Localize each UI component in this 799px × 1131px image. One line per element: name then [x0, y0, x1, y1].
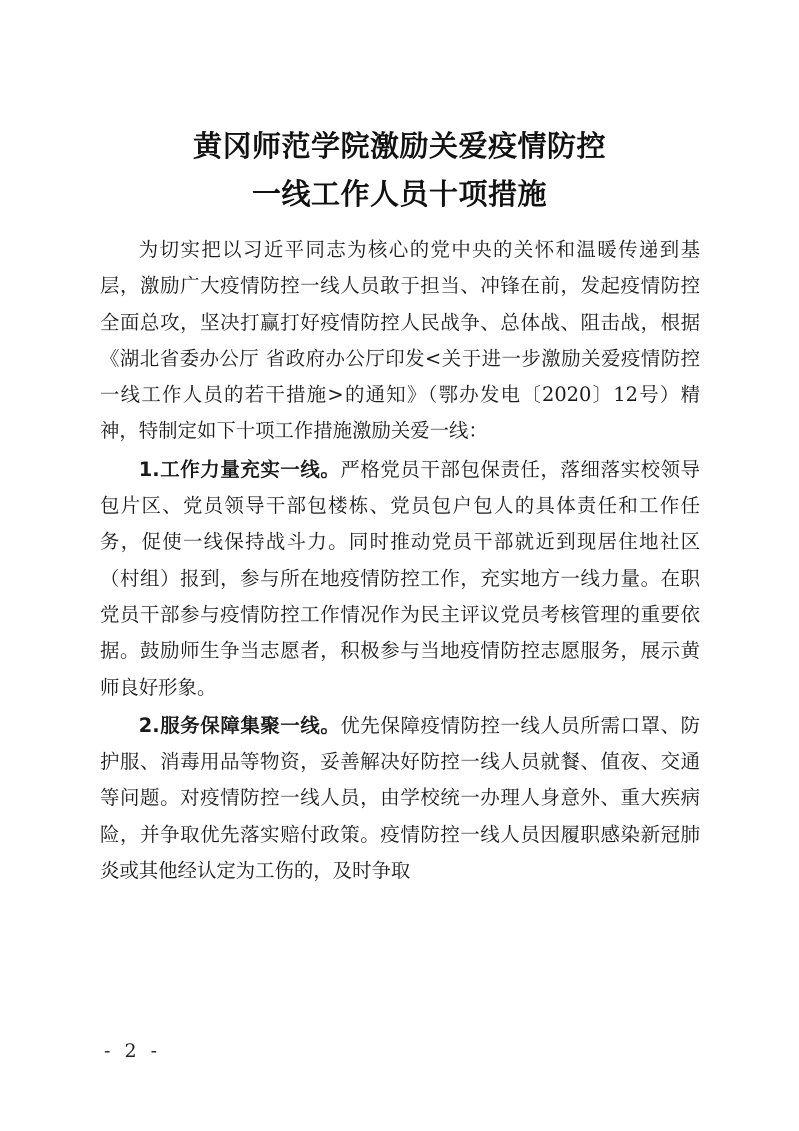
title-line-2: 一线工作人员十项措施: [251, 177, 547, 211]
measure-item-1: [100, 452, 700, 706]
document-body: [100, 232, 700, 891]
measure-text-2: 优先保障疫情防控一线人员所需口罩、防护服、消毒用品等物资，妥善解决好防控一线人员就餐、值夜、交通等问题。对疫情防控一线人员，由学校统一办理人身意外、重大疾病险，并争取优先落实赔付政策。疫情防控一线人员因履职感染新冠肺炎或其他经认定为工伤的，及时争取: [100, 713, 701, 883]
page-number: - 2 -: [104, 1040, 162, 1062]
intro-paragraph: 为切实把以习近平同志为核心的党中央的关怀和温暖传递到基层，激励广大疫情防控一线人员敢于担当、冲锋在前，发起疫情防控全面总攻，坚决打赢打好疫情防控人民战争、总体战、阻击战，根据《湖北省委办公厅 省政府办公厅印发<关于进一步激励关爱疫情防控一线工作人员的若干措施>的通知》（鄂办发电〔2020〕12号）精神，特制定如下十项工作措施激励关爱一线：: [100, 238, 700, 443]
title-line-1: 黄冈师范学院激励关爱疫情防控: [192, 129, 606, 163]
document-title: [0, 122, 799, 218]
measure-text-1: 严格党员干部包保责任，落细落实校领导包片区、党员领导干部包楼栋、党员包户包人的具体责任和工作任务，促使一线保持战斗力。同时推动党员干部就近到现居住地社区（村组）报到，参与所在地疫情防控工作，充实地方一线力量。在职党员干部参与疫情防控工作情况作为民主评议党员考核管理的重要依据。鼓励师生争当志愿者，积极参与当地疫情防控志愿服务，展示黄师良好形象。: [100, 457, 701, 699]
measure-heading-2: 2.服务保障集聚一线。: [138, 713, 341, 737]
measure-item-2: [100, 708, 700, 889]
measure-heading-1: 1.工作力量充实一线。: [138, 457, 341, 481]
